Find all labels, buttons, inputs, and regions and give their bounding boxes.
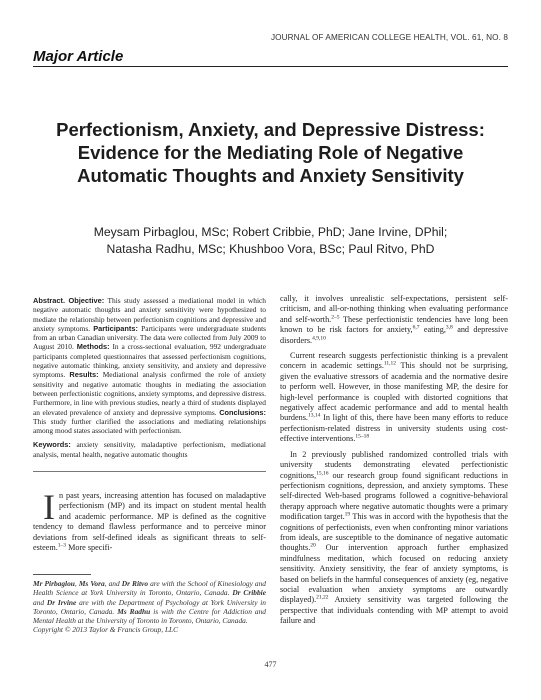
- results-text: Mediational analysis confirmed the role of anxiety sensitivity and negative automatic thoughts in mediating the association between perfectionistic cognitions, anxiety symptoms, and depressive distress. Furthermore, in line with previous studies, nearly a third of students displayed an elevated prevalence of anxiety and depressive symptoms.: [33, 370, 266, 417]
- affil-name: Ms Radhu: [117, 606, 151, 616]
- author-line: Meysam Pirbaglou, MSc; Robert Cribbie, PhD; Jane Irvine, DPhil;: [93, 225, 448, 239]
- conclusions-text: This study further clarified the associations and mediating relationships among mood states associated with perfectionism.: [33, 416, 266, 436]
- objective-label: Objective:: [68, 296, 105, 305]
- citation: 6,7: [412, 324, 420, 331]
- article-title: [33, 118, 508, 187]
- citation: 20: [310, 542, 316, 549]
- citation: 15,16: [316, 469, 329, 476]
- abstract-column: [33, 296, 266, 459]
- abstract-separator: [33, 471, 266, 472]
- body-text: In 2 previously published randomized controlled trials with university students demonstrating elevated perfectionistic cognitions,: [280, 449, 508, 480]
- author-line: Natasha Radhu, MSc; Khushboo Vora, BSc; Paul Ritvo, PhD: [106, 242, 435, 256]
- title-line: Perfectionism, Anxiety, and Depressive Distress:: [56, 119, 485, 140]
- author-affiliations: Mr Pirbaglou, Ms Vora, and Dr Ritvo are with the School of Kinesiology and Health Science at York University in Toronto, Ontario, Canada. Dr Cribbie and Dr Irvine are with the Department of Psychology at York University in Toronto, Ontario, Canada. Ms Radhu is with the Centre for Addiction and Mental Health at the University of Toronto in Toronto, Ontario, Canada. Copyright © 2013 Taylor & Francis Group, LLC: [33, 579, 267, 635]
- author-list: [33, 224, 508, 258]
- body-right-column: [280, 294, 508, 627]
- intro-paragraph: [33, 487, 266, 553]
- copyright: Copyright © 2013 Taylor & Francis Group, LLC: [33, 625, 179, 635]
- methods-text: In a cross-sectional evaluation, 992 undergraduate participants completed questionnaires that assessed perfectionism cognitions, negative automatic thinking, anxiety sensitivity, and anxiety and depressive symptoms.: [33, 342, 266, 380]
- body-text: This should not be surprising, given the evaluative stressors of academia and the normative desire to perform well. However, in those manifesting MP, the desire for high-level performance is coupled with distorted cognitions that negatively affect academic performance and add to mental health burdens.: [280, 361, 508, 423]
- body-text: Anxiety sensitivity was targeted following the perspective that individuals contending with MP attempt to avoid failure and: [280, 595, 508, 626]
- affil-name: Dr Ritvo: [121, 579, 149, 588]
- objective-text: This study assessed a mediational model in which negative automatic thoughts and anxiety sensitivity were hypothesized to mediate the relationship between perfectionism cognitions and depressive and anxiety symptoms.: [33, 296, 266, 333]
- conclusions-label: Conclusions:: [219, 407, 266, 417]
- citation: 3,8: [445, 324, 453, 331]
- keywords-label: Keywords:: [33, 440, 71, 450]
- title-line: Evidence for the Mediating Role of Negative: [77, 142, 464, 163]
- body-text: and depressive disorders.: [280, 325, 508, 345]
- citation: 1–3: [57, 542, 67, 549]
- affil-text: are with the School of Kinesiology and Health Science at York University in Toronto, Ontario, Canada.: [33, 579, 267, 598]
- citation: 11,12: [383, 360, 397, 367]
- citation: 21,22: [316, 594, 329, 601]
- citation: 2–5: [331, 314, 340, 321]
- body-text: eating,: [419, 325, 446, 335]
- keywords: [33, 440, 266, 459]
- body-text: In light of this, there have been many efforts to reduce perfectionism-related distress in university students using cost-effective interventions.: [280, 413, 508, 444]
- drop-cap: I: [43, 487, 55, 527]
- body-text: Current research suggests perfectionistic thinking is a prevalent concern in academic settings.: [280, 351, 508, 371]
- methods-label: Methods:: [76, 342, 110, 352]
- citation: 15–18: [355, 433, 370, 440]
- affil-name: Dr Irvine: [46, 597, 77, 607]
- affil-text: is with the Centre for Addiction and Mental Health at the University of Toronto in Toronto, Ontario, Canada.: [33, 606, 267, 626]
- footnote-rule: [33, 574, 91, 575]
- affil-name: Mr Pirbaglou: [33, 579, 75, 588]
- intro-text: n past years, increasing attention has focused on maladaptive perfectionism (MP) and its impact on student mental health and academic performance. MP is defined as the cognitive tendency to demand flawless performance and to perceive minor deviations from self-defined ideals as significant threats to self-esteem.: [33, 491, 266, 553]
- citation: 13,14: [307, 412, 321, 419]
- keywords-text: anxiety sensitivity, maladaptive perfectionism, mediational analysis, mental health, negative automatic thoughts: [33, 440, 266, 459]
- intro-tail: More specifi-: [66, 543, 113, 553]
- body-text: Our intervention approach further emphasized mindfulness meditation, which focused on reducing anxiety sensitivity. Anxiety sensitivity, the fear of anxiety symptoms, is based on beliefs in the harmful consequences of anxiety (eg, negative social evaluation when anxiety symptoms are outwardly displayed).: [280, 543, 508, 605]
- results-label: Results:: [69, 370, 99, 380]
- header-rule: [33, 66, 508, 67]
- page-number: 477: [264, 660, 277, 669]
- participants-text: Participants were undergraduate students from an urban Canadian university. The data were collected from July 2009 to August 2010.: [33, 323, 266, 352]
- title-line: Automatic Thoughts and Anxiety Sensitivity: [77, 165, 464, 186]
- abstract: [33, 296, 266, 435]
- body-text: cally, it involves unrealistic self-expectations, persistent self-criticism, and all-or-nothing thinking when evaluating performance and self-worth.: [280, 294, 508, 324]
- citation: 19: [344, 511, 351, 518]
- abstract-label: Abstract.: [33, 296, 66, 305]
- participants-label: Participants:: [93, 323, 138, 333]
- body-paragraph: [280, 351, 508, 445]
- body-text: our research group found significant reductions in perfectionism cognitions, depression, and anxiety symptoms. These self-directed Web-based programs followed a cognitive-behavioral therapy approach where negative automatic thoughts were a primary modification target.: [280, 470, 508, 522]
- body-text: These perfectionistic tendencies have long been known to be risk factors for anxiety,: [280, 314, 508, 335]
- body-paragraph: [280, 450, 508, 627]
- affil-text: are with the Department of Psychology at York University in Toronto, Ontario, Canada.: [33, 597, 267, 616]
- affil-name: Dr Cribbie: [232, 588, 266, 598]
- body-paragraph: [280, 294, 508, 346]
- affil-name: Ms Vora: [78, 579, 105, 588]
- journal-running-header: JOURNAL OF AMERICAN COLLEGE HEALTH, VOL. 61, NO. 8: [270, 33, 508, 42]
- body-text: This was in accord with the hypothesis that the cognitions of perfectionists, even when confronting minor variations from ideals, are susceptible to the dominance of negative automatic thoughts.: [280, 512, 508, 553]
- citation: 4,9,10: [312, 334, 326, 341]
- section-label: Major Article: [33, 48, 124, 65]
